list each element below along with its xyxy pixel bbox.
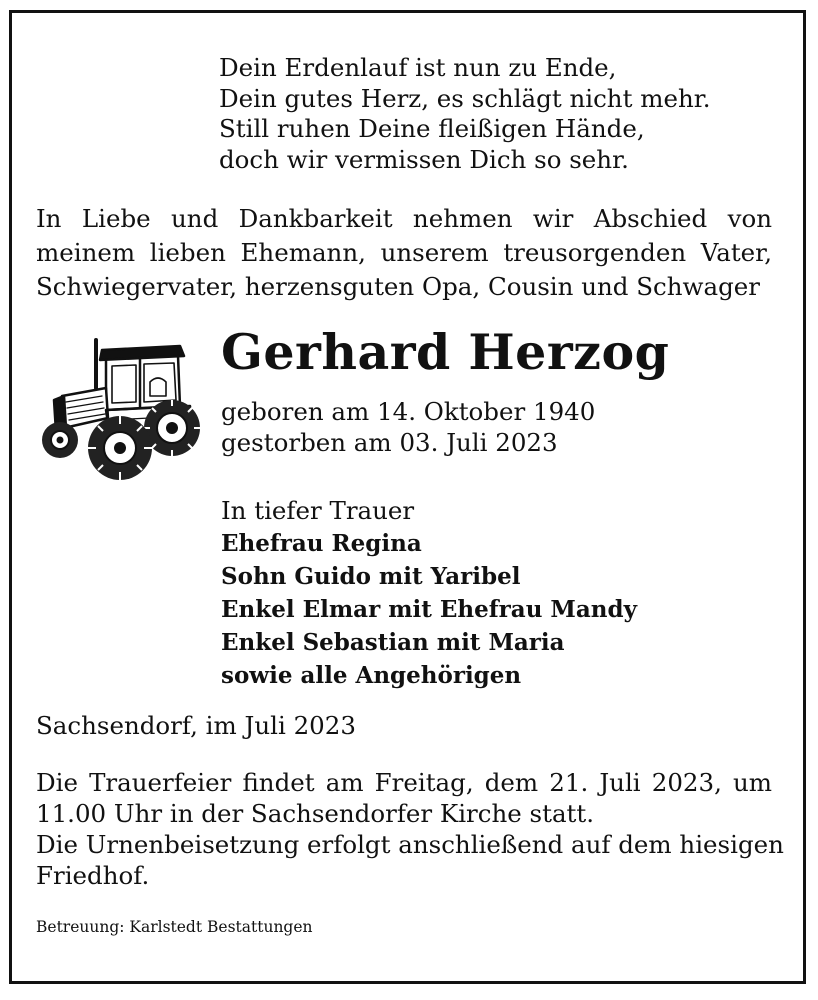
farewell-text [36,202,772,304]
death-date: gestorben am 03. Juli 2023 [221,428,558,457]
rear-wheel [144,400,200,456]
poem-line: Dein Erdenlauf ist nun zu Ende, [219,53,617,82]
farewell-line: In Liebe und Dankbarkeit nehmen wir Abschied von [36,204,772,233]
mourner-name: Enkel Elmar mit Ehefrau Mandy [221,596,637,623]
farewell-line: Schwiegervater, herzensguten Opa, Cousin und Schwager [36,272,760,301]
funeral-line: Die Urnenbeisetzung erfolgt anschließend auf dem hiesigen [36,830,784,859]
place-date: Sachsendorf, im Juli 2023 [36,711,356,740]
mourner-name: Ehefrau Regina [221,530,422,557]
mourner-name: Sohn Guido mit Yaribel [221,563,521,590]
mourners-heading: In tiefer Trauer [221,496,415,525]
farewell-line: meinem lieben Ehemann, unserem treusorgenden Vater, [36,238,772,267]
poem-line: doch wir vermissen Dich so sehr. [219,144,629,174]
deceased-name: Gerhard Herzog [221,323,670,381]
funeral-line: Friedhof. [36,861,150,890]
poem-line: Still ruhen Deine fleißigen Hände, [219,114,645,143]
funeral-line: Die Trauerfeier findet am Freitag, dem 21. Juli 2023, um [36,768,772,797]
undertaker-credit: Betreuung: Karlstedt Bestattungen [36,918,313,936]
life-dates [221,396,595,458]
mourners [221,494,637,692]
funeral-info [36,767,784,891]
front-wheel [42,422,78,458]
mourner-name: sowie alle Angehörigen [221,662,522,689]
center-wheel [88,416,152,480]
birth-date: geboren am 14. Oktober 1940 [221,397,596,426]
mourner-name: Enkel Sebastian mit Maria [221,629,565,656]
poem-line: Dein gutes Herz, es schlägt nicht mehr. [219,83,711,113]
funeral-line: 11.00 Uhr in der Sachsendorfer Kirche statt. [36,799,595,828]
tractor-icon [40,336,205,486]
poem [219,53,739,175]
